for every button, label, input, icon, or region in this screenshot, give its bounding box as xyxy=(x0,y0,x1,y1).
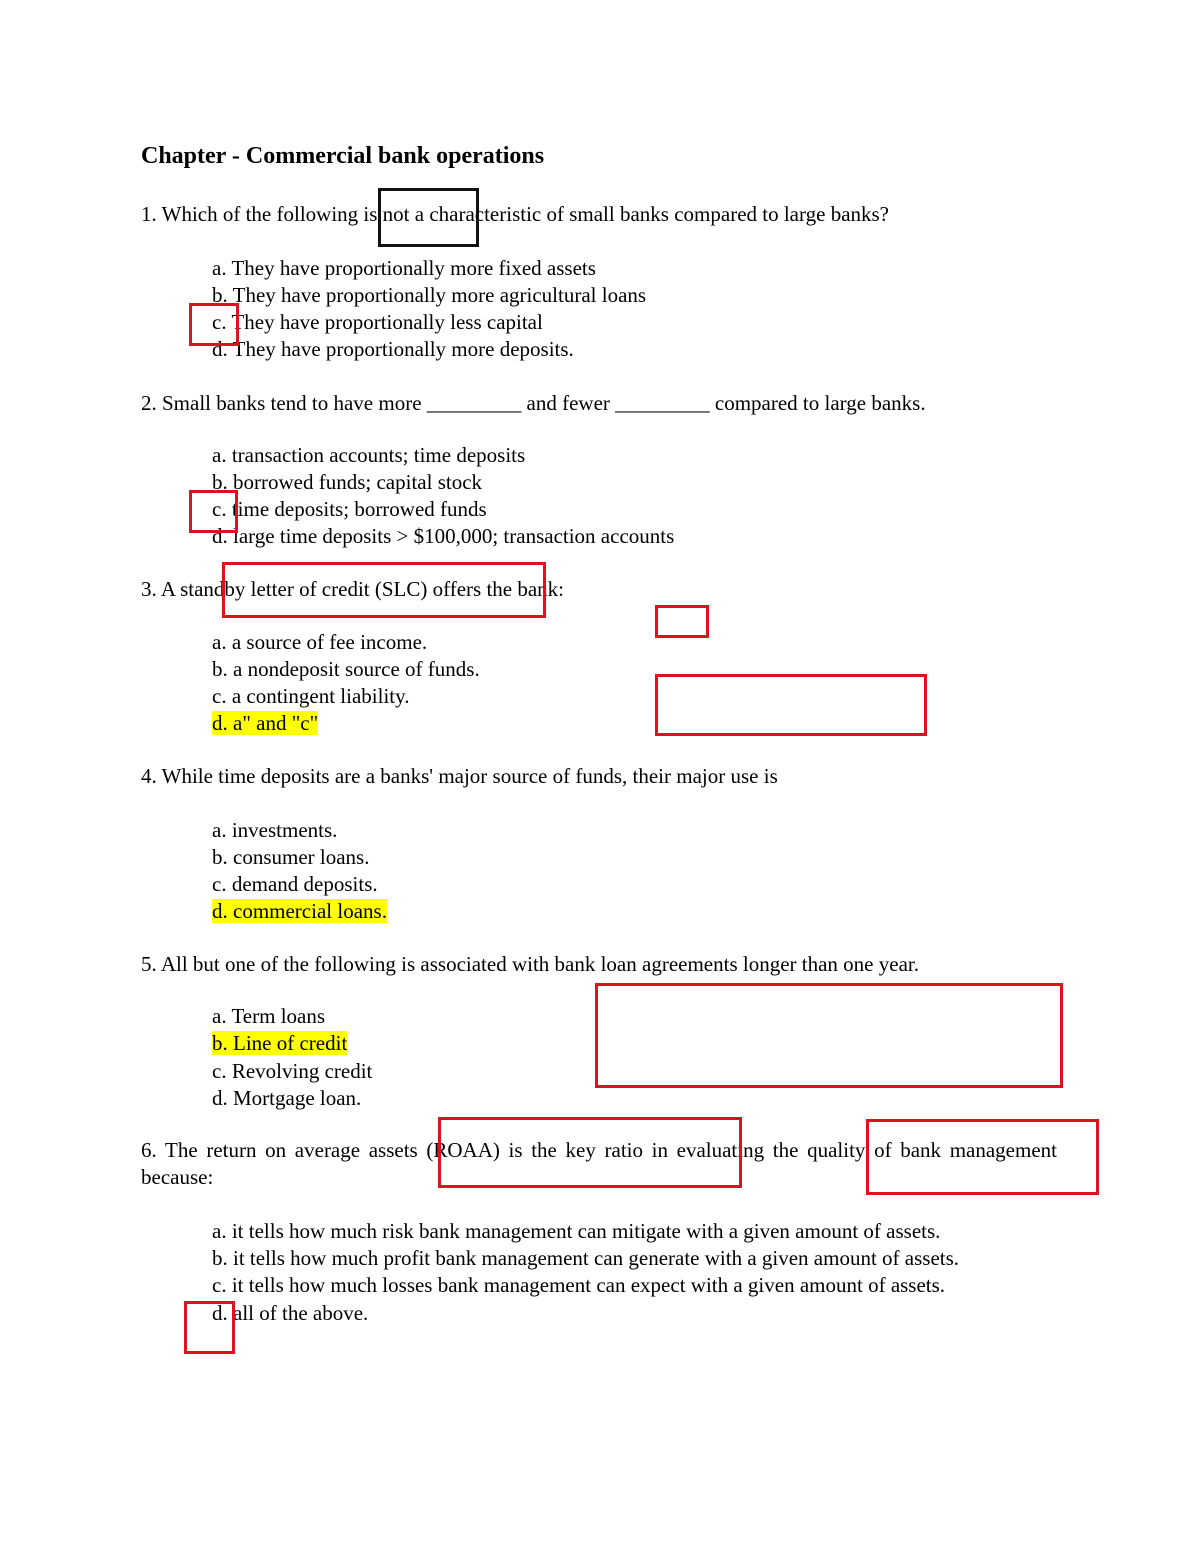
annotation-box-q1-option-c xyxy=(189,303,239,346)
annotation-box-q2-option-c xyxy=(189,490,238,533)
annotation-box-q6-roaa xyxy=(438,1117,742,1188)
q4-option-b: b. consumer loans. xyxy=(212,845,370,869)
q4-option-d xyxy=(212,898,387,924)
annotation-box-q3-large xyxy=(655,674,927,736)
annotation-box-q5 xyxy=(595,983,1063,1088)
q6-option-b: b. it tells how much profit bank management can generate with a given amount of assets. xyxy=(212,1246,960,1270)
q3-option-a: a. a source of fee income. xyxy=(212,630,428,654)
q6-option-a: a. it tells how much risk bank management can mitigate with a given amount of assets. xyxy=(212,1219,941,1243)
q1-option-d: d. They have proportionally more deposits. xyxy=(212,337,574,361)
question-4: 4. While time deposits are a banks' major source of funds, their major use is xyxy=(141,764,778,788)
q5-option-d: d. Mortgage loan. xyxy=(212,1086,362,1110)
question-1: 1. Which of the following is not a characteristic of small banks compared to large banks? xyxy=(141,202,890,226)
q2-option-d: d. large time deposits > $100,000; transaction accounts xyxy=(212,524,675,548)
q3-option-d xyxy=(212,710,318,736)
q1-option-a: a. They have proportionally more fixed assets xyxy=(212,256,596,280)
annotation-box-q3-slc xyxy=(222,562,546,618)
q4-option-d-highlight: d. commercial loans. xyxy=(212,899,387,923)
q2-option-b: b. borrowed funds; capital stock xyxy=(212,470,483,494)
question-3: 3. A standby letter of credit (SLC) offers the bank: xyxy=(141,577,565,601)
q4-option-a: a. investments. xyxy=(212,818,338,842)
q6-option-c: c. it tells how much losses bank management can expect with a given amount of assets. xyxy=(212,1273,946,1297)
q3-option-d-highlight: d. a" and "c" xyxy=(212,711,319,735)
q3-option-b: b. a nondeposit source of funds. xyxy=(212,657,480,681)
q6-option-d: d. all of the above. xyxy=(212,1301,369,1325)
annotation-box-q6-quality xyxy=(866,1119,1099,1195)
question-2: 2. Small banks tend to have more _________ and fewer _________ compared to large banks. xyxy=(141,391,926,415)
q2-option-c: c. time deposits; borrowed funds xyxy=(212,497,487,521)
question-5: 5. All but one of the following is associated with bank loan agreements longer than one year. xyxy=(141,952,919,976)
annotation-box-q6-option-d xyxy=(184,1301,235,1354)
q5-option-b xyxy=(212,1030,347,1056)
q2-option-a: a. transaction accounts; time deposits xyxy=(212,443,526,467)
chapter-title: Chapter - Commercial bank operations xyxy=(141,143,545,169)
annotation-box-q3-small xyxy=(655,605,709,638)
q1-option-b: b. They have proportionally more agricultural loans xyxy=(212,283,647,307)
annotation-box-black-q1 xyxy=(378,188,479,247)
question-6: 6. The return on average assets (ROAA) is the key ratio in evaluating the quality of bank management because: xyxy=(141,1138,1057,1189)
q5-option-b-highlight: b. Line of credit xyxy=(212,1031,348,1055)
q3-option-c: c. a contingent liability. xyxy=(212,684,410,708)
q1-option-c: c. They have proportionally less capital xyxy=(212,310,543,334)
q5-option-c: c. Revolving credit xyxy=(212,1059,373,1083)
q5-option-a: a. Term loans xyxy=(212,1004,326,1028)
q4-option-c: c. demand deposits. xyxy=(212,872,378,896)
